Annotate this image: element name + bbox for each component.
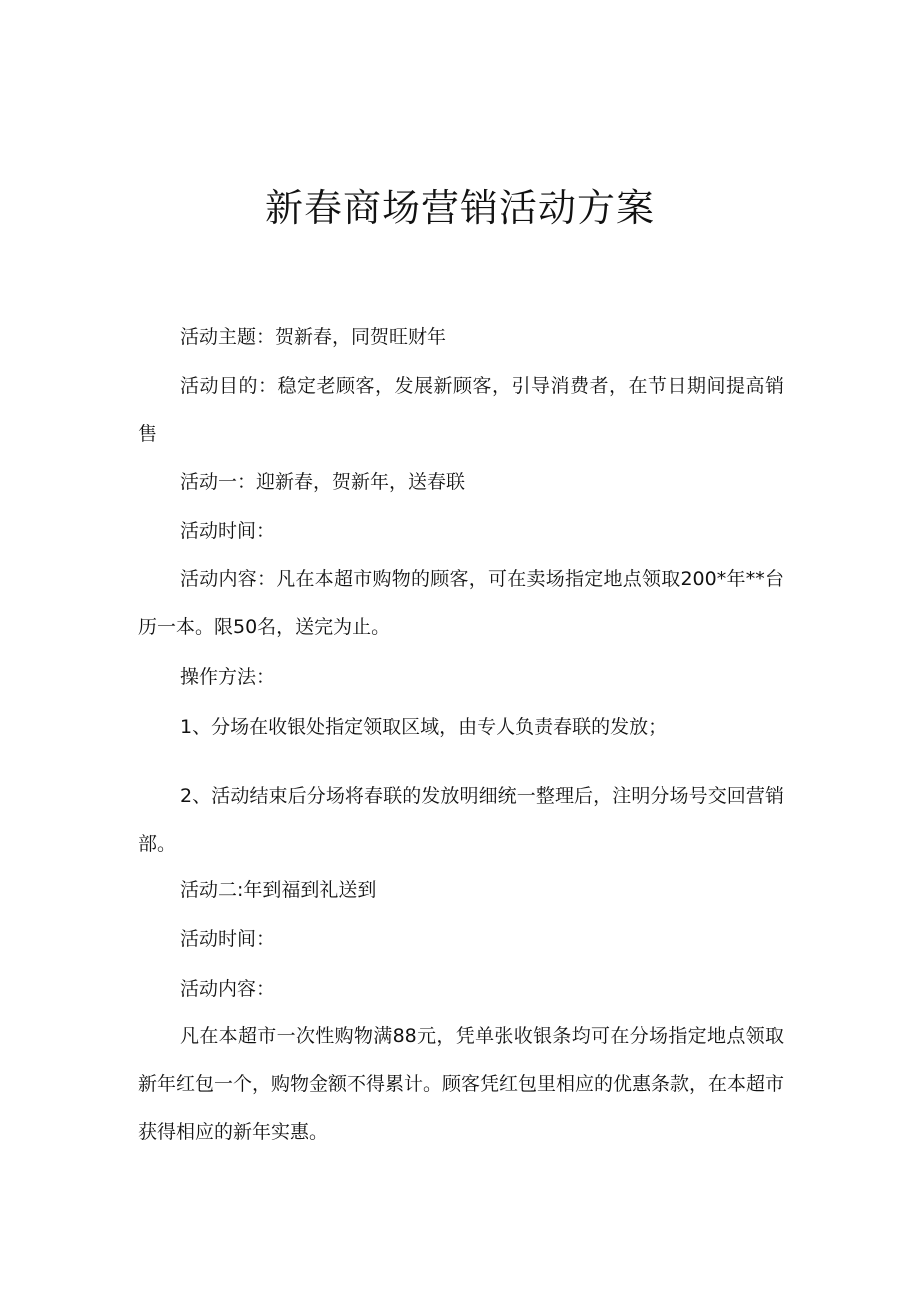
paragraph-operation-method: 操作方法： xyxy=(180,666,276,688)
paragraph-operation-step-1: 1、分场在收银处指定领取区域，由专人负责春联的发放； xyxy=(180,716,668,738)
paragraph-activity-purpose: 活动目的：稳定老顾客，发展新顾客，引导消费者，在节日期间提高销售 xyxy=(138,375,784,445)
paragraph-activity-one-time: 活动时间： xyxy=(180,520,276,542)
paragraph-activity-two-content-label: 活动内容： xyxy=(180,978,276,1000)
paragraph-activity-theme: 活动主题：贺新春，同贺旺财年 xyxy=(180,326,447,348)
paragraph-activity-two-heading: 活动二:年到福到礼送到 xyxy=(180,879,377,901)
paragraph-activity-one-content: 活动内容：凡在本超市购物的顾客，可在卖场指定地点领取200*年**台历一本。限50名，送完为止。 xyxy=(138,568,784,638)
paragraph-activity-two-time: 活动时间： xyxy=(180,928,276,950)
document-title: 新春商场营销活动方案 xyxy=(264,186,655,230)
paragraph-activity-one-heading: 活动一：迎新春，贺新年，送春联 xyxy=(180,471,466,493)
paragraph-operation-step-2: 2、活动结束后分场将春联的发放明细统一整理后，注明分场号交回营销部。 xyxy=(138,785,784,855)
paragraph-activity-two-content: 凡在本超市一次性购物满88元，凭单张收银条均可在分场指定地点领取新年红包一个，购物金额不得累计。顾客凭红包里相应的优惠条款，在本超市获得相应的新年实惠。 xyxy=(138,1025,785,1143)
